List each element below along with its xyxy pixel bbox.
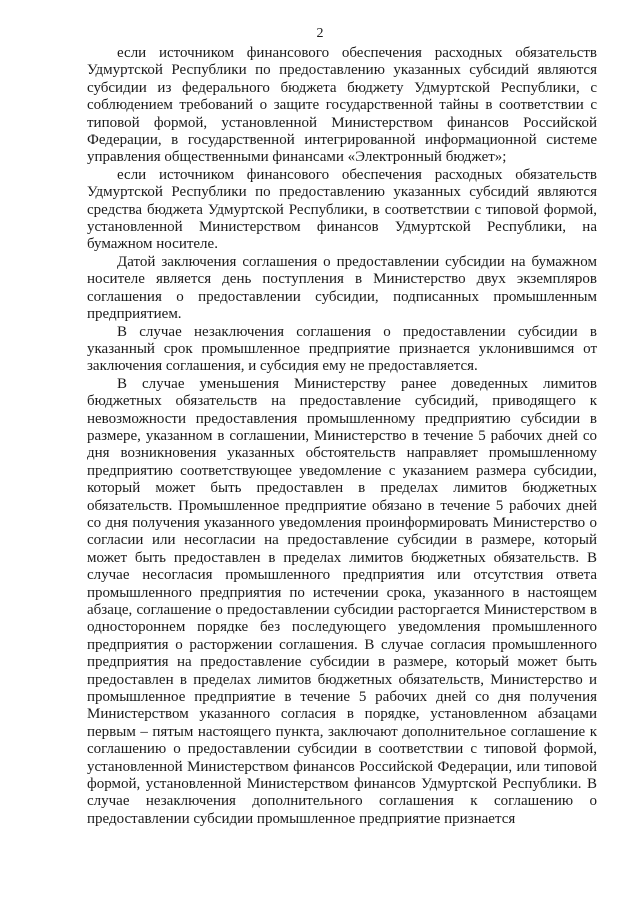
paragraph-limit-reduction: В случае уменьшения Министерству ранее доведенных лимитов бюджетных обязательств на предоставление субсидий, приводящего к невозможности предоставления промышленному предприятию субсидии в размере, указанном в соглашении, Министерство в течение 5 рабочих дней со дня возникновения указанных обстоятельств направляет промышленному предприятию соответствующее уведомление с указанием размера субсидии, который может быть предоставлен в пределах лимитов бюджетных обязательств. Промышленное предприятие обязано в течение 5 рабочих дней со дня получения указанного уведомления проинформировать Министерство о согласии или несогласии на предоставление субсидии в размере, который может быть предоставлен в пределах лимитов бюджетных обязательств. В случае несогласия промышленного предприятия или отсутствия ответа промышленного предприятия по истечении срока, указанного в настоящем абзаце, соглашение о предоставлении субсидии расторгается Министерством в одностороннем порядке без последующего уведомления промышленного предприятия о расторжении соглашения. В случае согласия промышленного предприятия на предоставление субсидии в размере, который может быть предоставлен в пределах лимитов бюджетных обязательств, Министерство и промышленное предприятие в течение 5 рабочих дней со дня получения Министерством указанного согласия в порядке, установленном абзацами первым – пятым настоящего пункта, заключают дополнительное соглашение к соглашению о предоставлении субсидии в соответствии с типовой формой, установленной Министерством финансов Российской Федерации, или типовой формой, установленной Министерством финансов Удмуртской Республики. В случае незаключения дополнительного соглашения к соглашению о предоставлении субсидии промышленное предприятие признается <box>87 375 597 827</box>
paragraph-federal-budget-source: если источником финансового обеспечения расходных обязательств Удмуртской Республики по предоставлению указанных субсидий являются субсидии из федерального бюджета бюджету Удмуртской Республики, с соблюдением требований о защите государственной тайны в соответствии с типовой формой, установленной Министерством финансов Российской Федерации, в государственной интегрированной информационной системе управления общественными финансами «Электронный бюджет»; <box>87 45 597 166</box>
paragraph-agreement-date: Датой заключения соглашения о предоставлении субсидии на бумажном носителе является день поступления в Министерство двух экземпляров соглашения о предоставлении субсидии, подписанных промышленным предприятием. <box>87 253 597 323</box>
paragraph-regional-budget-source: если источником финансового обеспечения расходных обязательств Удмуртской Республики по предоставлению указанных субсидий являются средства бюджета Удмуртской Республики, в соответствии с типовой формой, установленной Министерством финансов Удмуртской Республики, на бумажном носителе. <box>87 166 597 253</box>
paragraph-non-conclusion: В случае незаключения соглашения о предоставлении субсидии в указанный срок промышленное предприятие признается уклонившимся от заключения соглашения, и субсидия ему не предоставляется. <box>87 323 597 375</box>
page-number: 2 <box>316 26 324 41</box>
document-body <box>87 45 597 828</box>
